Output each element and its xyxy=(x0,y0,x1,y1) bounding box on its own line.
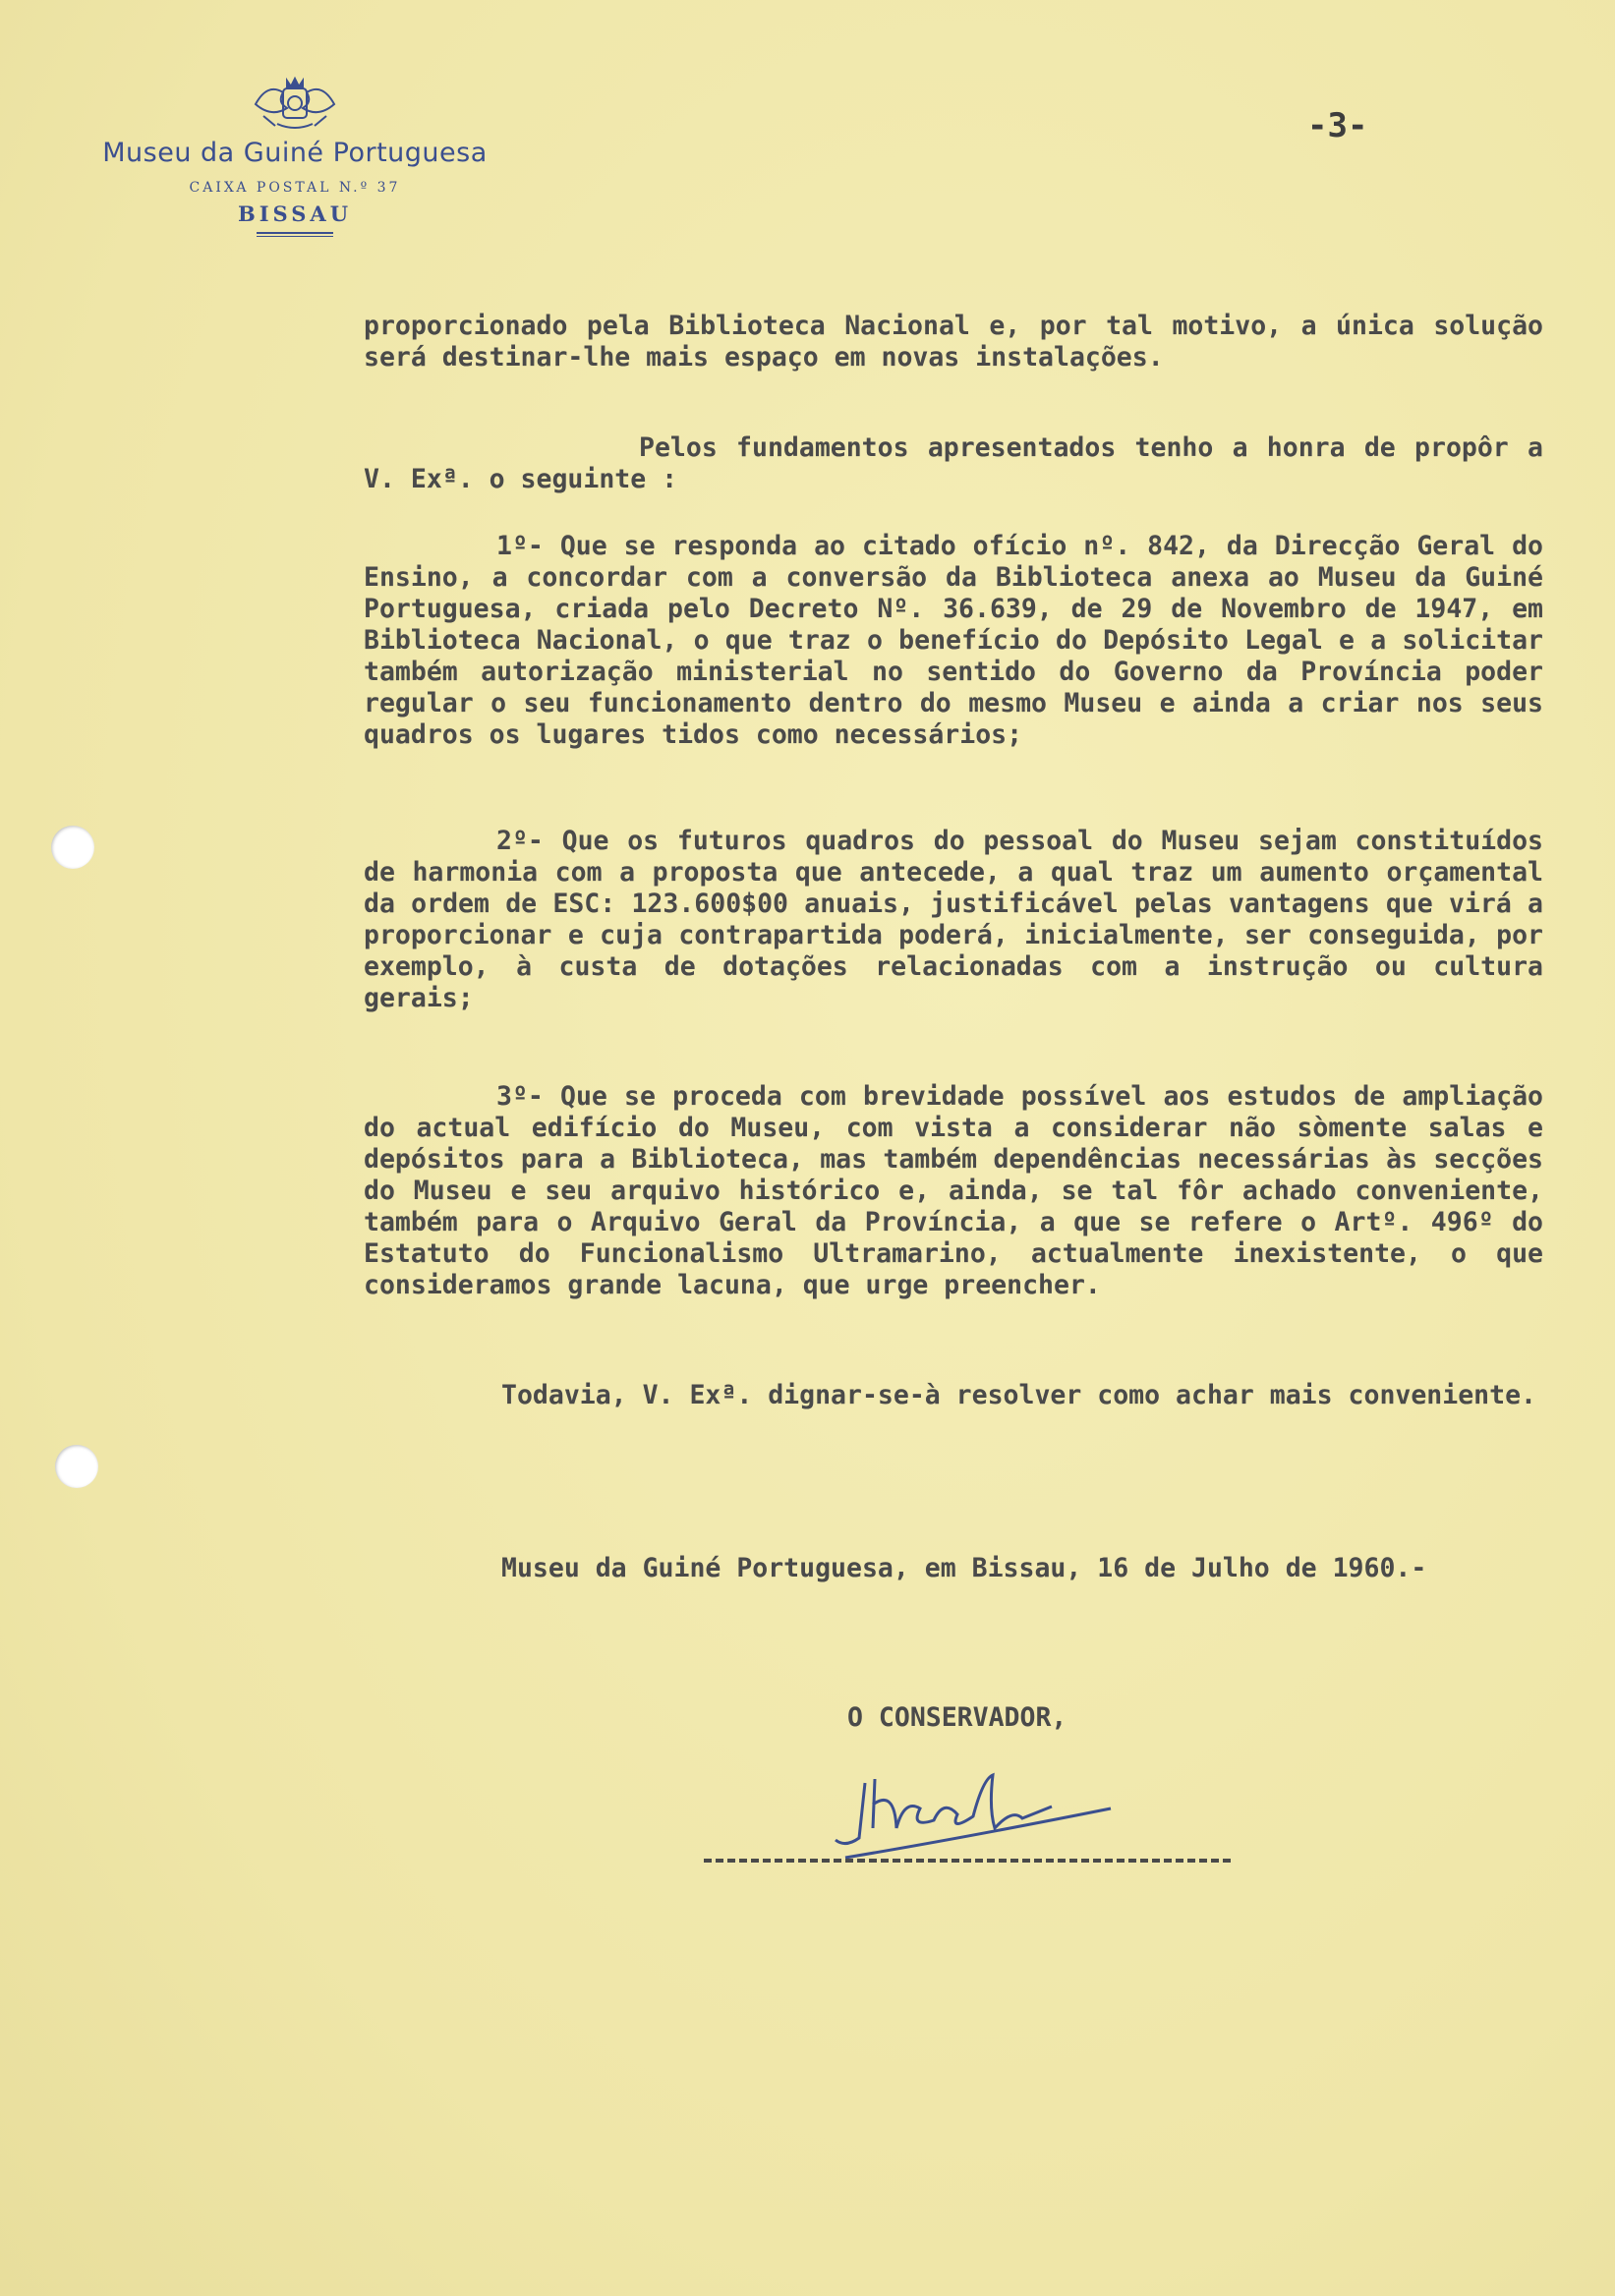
letterhead-city: BISSAU xyxy=(237,201,353,226)
signatory-title: O CONSERVADOR, xyxy=(847,1702,1067,1733)
paragraph-item-3: 3º- Que se proceda com brevidade possível aos estudos de ampliação do actual edifício do Museu, com vista a considerar não sòmente salas e depósitos para a Biblioteca, mas também dependências necessárias às secções do Museu e seu arquivo histórico e, ainda, se tal fôr achado conveniente, também para o Arquivo Geral da Província, a que se refere o Artº. 496º do Estatuto do Funcionalismo Ultramarino, actualmente inexistente, o que consideramos grande lacuna, que urge preencher. xyxy=(364,1081,1559,1300)
letterhead xyxy=(69,75,521,237)
letterhead-underline xyxy=(257,232,333,237)
paragraph-item-1: 1º- Que se responda ao citado ofício nº. 842, da Direcção Geral do Ensino, a concordar com a conversão da Biblioteca anexa ao Museu da Guiné Portuguesa, criada pelo Decreto Nº. 36.639, de 29 de Novembro de 1947, em Biblioteca Nacional, o que traz o benefício do Depósito Legal e a solicitar também autorização ministerial no sentido do Governo da Província poder regular o seu funcionamento dentro do mesmo Museu e ainda a criar nos seus quadros os lugares tidos como necessários; xyxy=(364,531,1559,750)
signature-line xyxy=(704,1859,1231,1863)
paragraph-continuation: proporcionado pela Biblioteca Nacional e, por tal motivo, a única solução será destinar-lhe mais espaço em novas instalações. xyxy=(364,311,1559,373)
paragraph-proposal-intro: Pelos fundamentos apresentados tenho a honra de propôr a V. Exª. o seguinte : xyxy=(364,432,1559,494)
paragraph-item-2: 2º- Que os futuros quadros do pessoal do Museu sejam constituídos de harmonia com a proposta que antecede, a qual traz um aumento orçamental da ordem de ESC: 123.600$00 anuais, justificável pelas vantagens que virá a proporcionar e cuja contrapartida poderá, inicialmente, ser conseguida, por exemplo, à custa de dotações relacionadas com a instrução ou cultura gerais; xyxy=(364,826,1559,1013)
letterhead-postal-box: CAIXA POSTAL N.º 37 xyxy=(189,180,401,196)
punch-hole-bottom xyxy=(55,1445,98,1488)
paragraph-closing: Todavia, V. Exª. dignar-se-à resolver como achar mais conveniente. xyxy=(501,1380,1536,1410)
punch-hole-top xyxy=(51,826,94,869)
handwritten-signature xyxy=(826,1769,1140,1867)
page-number: -3- xyxy=(1307,106,1368,145)
letterhead-museum-name: Museu da Guiné Portuguesa xyxy=(102,138,488,168)
crest-icon xyxy=(248,75,342,134)
place-date-line: Museu da Guiné Portuguesa, em Bissau, 16 de Julho de 1960.- xyxy=(501,1553,1427,1583)
